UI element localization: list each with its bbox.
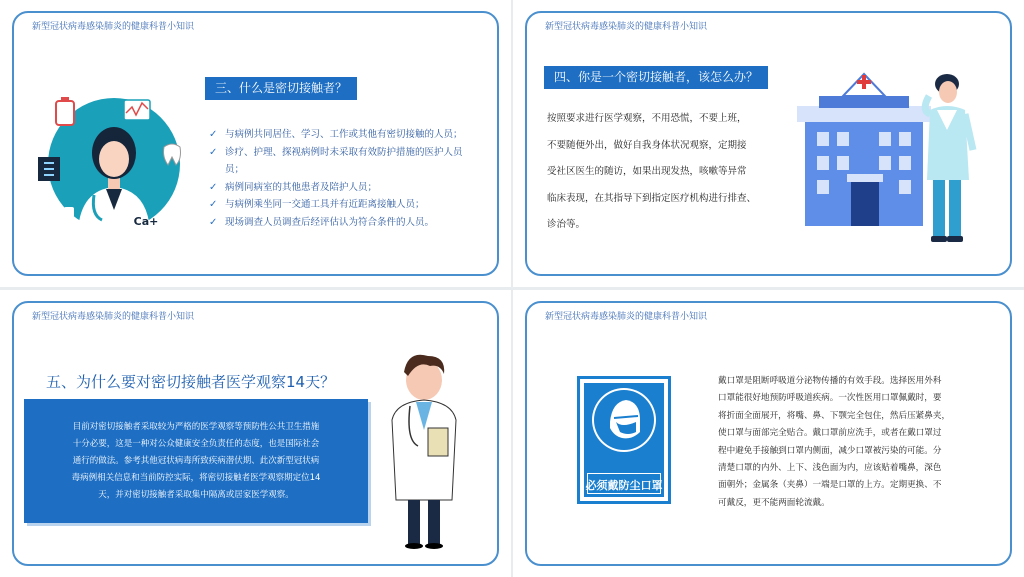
- list-item: ✓ 与病例乘坐同一交通工具并有近距离接触人员；: [209, 196, 491, 214]
- slide2-title: 四、你是一个密切接触者，该怎么办？: [544, 66, 768, 89]
- slide-header: 新型冠状病毒感染肺炎的健康科普小知识: [32, 22, 195, 32]
- slide3-title: 五、为什么要对密切接触者医学观察14天？: [46, 373, 336, 391]
- check-icon: ✓: [209, 129, 218, 140]
- sign-label: 必须戴防尘口罩: [585, 479, 663, 492]
- list-item: ✓ 与病例共同居住、学习、工作或其他有密切接触的人员；: [209, 126, 491, 144]
- doctor-circle-illustration: [36, 95, 202, 235]
- check-icon: ✓: [209, 146, 218, 158]
- mask-icon: [592, 388, 656, 452]
- check-icon: ✓: [209, 199, 218, 210]
- list-item: ✓ 诊疗、护理、探视病例时未采取有效防护措施的医护人员 员；: [209, 144, 491, 179]
- slide-what-to-do[interactable]: [513, 0, 1024, 287]
- slide-header: 新型冠状病毒感染肺炎的健康科普小知识: [32, 312, 195, 322]
- hospital-illustration: [797, 70, 997, 250]
- slide-header: 新型冠状病毒感染肺炎的健康科普小知识: [545, 22, 708, 32]
- list-item: ✓ 现场调查人员调查后经评估认为符合条件的人员。: [209, 214, 491, 232]
- slide-why-14-days[interactable]: [0, 290, 511, 577]
- wear-mask-sign: [577, 376, 671, 504]
- slide2-paragraph: 按照要求进行医学观察，不用恐慌，不要上班， 不要随便外出，做好自我身体状况观察，定期接 受社区医生的随访，如果出现发热，咳嗽等异常 临床表现，在其指导下到指定医疗机构进行排查、 诊治等。: [547, 113, 757, 230]
- slide4-paragraph: 戴口罩是阻断呼吸道分泌物传播的有效手段。选择医用外科 口罩能很好地预防呼吸道疾病。一次性医用口罩佩戴时，要 将折面全面展开，将嘴、鼻、下颚完全包住，然后压紧鼻夹， 使口罩与面部完全贴合。戴口罩前应洗手，或者在戴口罩过 程中避免手接触到口罩内侧面，减少口罩被污染的可能。分 清楚口罩的内外、上下、浅色面为内，应该贴着嘴鼻，深色 面朝外；金属条（夹鼻）一端是口罩的上方。定期更换、不 可戴反，更不能两面轮流戴。: [718, 376, 951, 508]
- check-icon: ✓: [209, 216, 218, 228]
- slide-header: 新型冠状病毒感染肺炎的健康科普小知识: [545, 312, 708, 322]
- doctor-with-stethoscope-illustration: [388, 350, 468, 550]
- slide3-paragraph: 目前对密切接触者采取较为严格的医学观察等预防性公共卫生措施 十分必要，这是一种对公众健康安全负责任的态度，也是国际社会 通行的做法。参考其他冠状病毒所致疾病潜伏期、此次新型冠状病 毒病例相关信息和当前防控实际，将密切接触者医学观察期定位14 天，并对密切接触者采取集中隔离或居家医学观察。: [71, 422, 321, 500]
- ca-label: Ca+: [133, 215, 159, 228]
- close-contact-list: [209, 126, 491, 231]
- slide3-text-box: [24, 399, 368, 523]
- check-icon: ✓: [209, 181, 218, 193]
- list-item: ✓ 病例同病室的其他患者及陪护人员；: [209, 179, 491, 197]
- slide-close-contact-definition[interactable]: [0, 0, 511, 287]
- slide-mask-usage[interactable]: [513, 290, 1024, 577]
- slide1-title: 三、什么是密切接触者？: [205, 77, 357, 100]
